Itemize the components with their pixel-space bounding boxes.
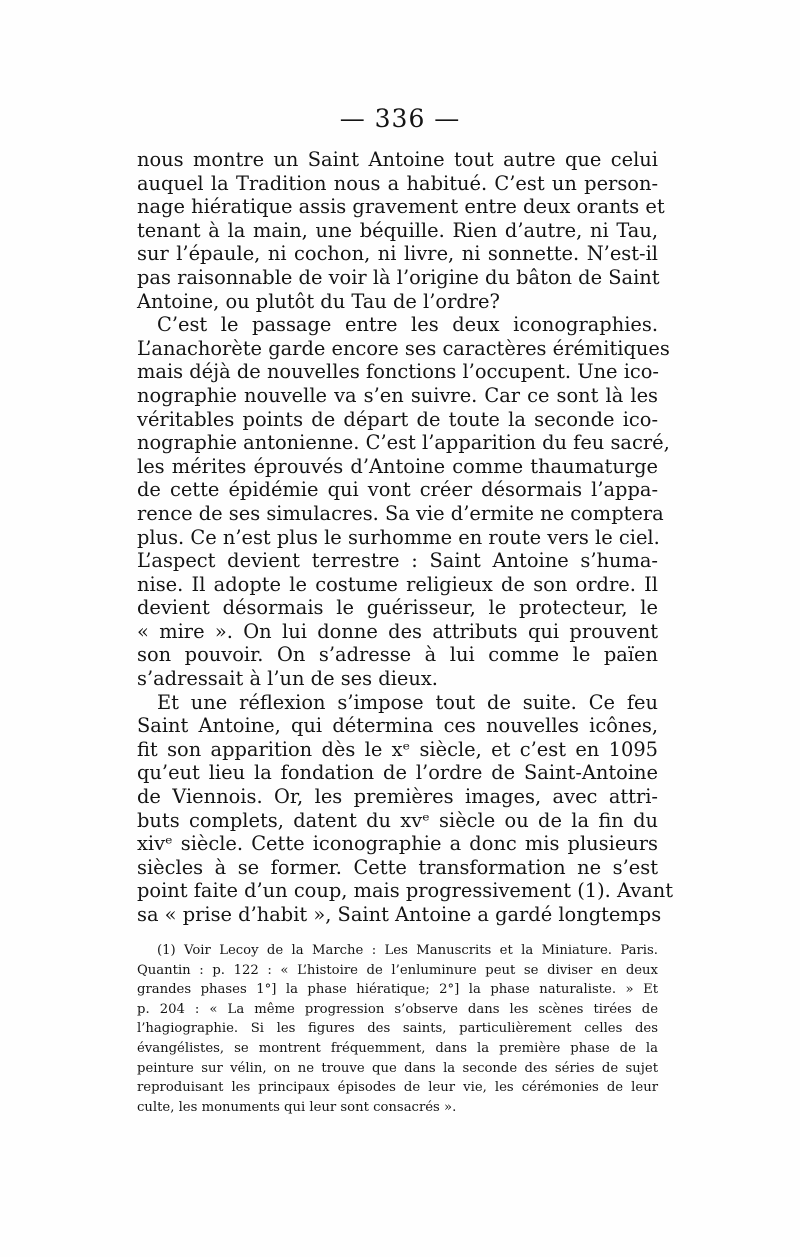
text-line: devient désormais le guérisseur, le protecteur, le (137, 596, 658, 620)
text-line: auquel la Tradition nous a habitué. C’est un person- (137, 171, 658, 195)
body-text (137, 148, 674, 927)
text-line: pas raisonnable de voir là l’origine du bâton de Saint (137, 265, 660, 289)
footnote-line: (1) Voir Lecoy de la Marche : Les Manuscrits et la Miniature. Paris. (157, 943, 658, 958)
text-line: les mérites éprouvés d’Antoine comme thaumaturge (137, 454, 658, 478)
text-line: de cette épidémie qui vont créer désormais l’appa- (137, 478, 658, 502)
page-number: — 336 — (339, 104, 461, 133)
text-line: Saint Antoine, qui détermina ces nouvelles icônes, (137, 714, 658, 738)
text-line: de Viennois. Or, les premières images, avec attri- (137, 785, 658, 809)
text-line: tenant à la main, une béquille. Rien d’autre, ni Tau, (137, 218, 658, 242)
footnote-line: culte, les monuments qui leur sont consacrés ». (137, 1099, 457, 1115)
footnotes (137, 941, 658, 1117)
text-line: nographie antonienne. C’est l’apparition du feu sacré, (137, 431, 670, 455)
text-line: Et une réflexion s’impose tout de suite. Ce feu (157, 690, 658, 714)
text-line: nage hiératique assis gravement entre deux orants et (137, 195, 665, 219)
text-line: plus. Ce n’est plus le surhomme en route vers le ciel. (137, 525, 660, 549)
text-line: L’anachorète garde encore ses caractères érémitiques (137, 336, 670, 360)
text-line: sa « prise d’habit », Saint Antoine a gardé longtemps (137, 903, 662, 926)
footnote-line: évangélistes, se montrent fréquemment, dans la première phase de la (137, 1040, 658, 1056)
text-line: s’adressait à l’un de ses dieux. (137, 667, 438, 691)
text-line: siècles à se former. Cette transformation ne s’est (137, 855, 658, 879)
text-line: L’aspect devient terrestre : Saint Antoine s’huma- (137, 549, 658, 573)
text-line: rence de ses simulacres. Sa vie d’ermite ne comptera (137, 501, 664, 525)
text-line: véritables points de départ de toute la seconde ico- (137, 407, 658, 431)
footnote-line: Quantin : p. 122 : « L’histoire de l’enluminure peut se diviser en deux (137, 962, 658, 978)
text-line: buts complets, datent du xvᵉ siècle ou de la fin du (137, 808, 658, 832)
text-line: qu’eut lieu la fondation de l’ordre de Saint-Antoine (137, 761, 658, 785)
text-line: nise. Il adopte le costume religieux de son ordre. Il (137, 572, 658, 596)
text-line: nous montre un Saint Antoine tout autre que celui (137, 148, 658, 171)
text-line: « mire ». On lui donne des attributs qui prouvent (137, 619, 658, 643)
text-line: point faite d’un coup, mais progressivement (1). Avant (137, 879, 674, 903)
text-line: Antoine, ou plutôt du Tau de l’ordre? (137, 289, 500, 313)
text-line: fit son apparition dès le xᵉ siècle, et c’est en 1095 (137, 737, 658, 761)
text-line: C’est le passage entre les deux iconographies. (157, 313, 658, 337)
text-line: sur l’épaule, ni cochon, ni livre, ni sonnette. N’est-il (137, 242, 658, 266)
text-line: xivᵉ siècle. Cette iconographie a donc mis plusieurs (137, 832, 658, 856)
text-line: son pouvoir. On s’adresse à lui comme le païen (137, 643, 658, 667)
text-line: mais déjà de nouvelles fonctions l’occupent. Une ico- (137, 360, 659, 384)
footnote-line: reproduisant les principaux épisodes de leur vie, les cérémonies de leur (137, 1080, 658, 1096)
footnote-line: peinture sur vélin, on ne trouve que dans la seconde des séries de sujet (137, 1060, 658, 1076)
footnote-line: l’hagiographie. Si les figures des saints, particulièrement celles des (137, 1021, 658, 1037)
text-line: nographie nouvelle va s’en suivre. Car ce sont là les (137, 383, 658, 407)
footnote-line: p. 204 : « La même progression s’observe dans les scènes tirées de (137, 1001, 658, 1017)
footnote-line: grandes phases 1°] la phase hiératique; 2°] la phase naturaliste. » Et (137, 982, 658, 998)
